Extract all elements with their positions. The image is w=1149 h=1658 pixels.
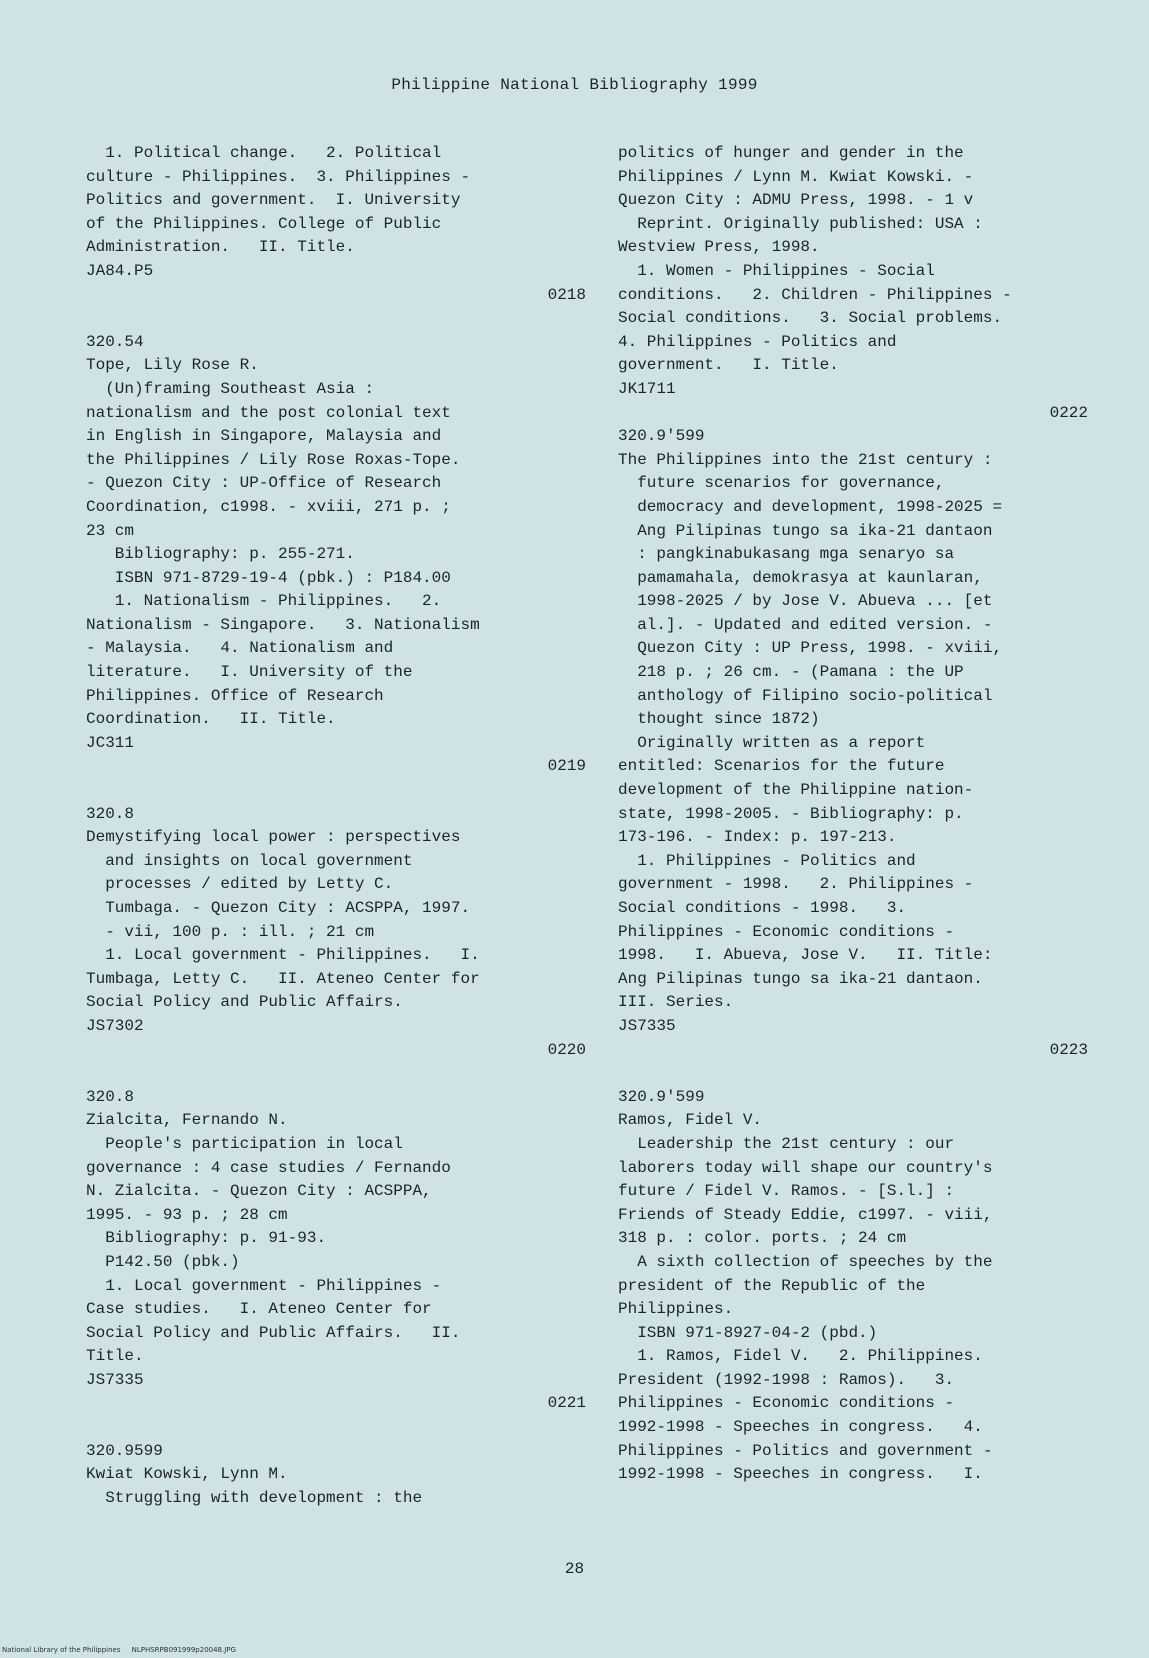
- text-line: - vii, 100 p. : ill. ; 21 cm: [86, 922, 375, 941]
- text-line: 1. Philippines - Politics and: [618, 851, 916, 870]
- text-line: thought since 1872): [618, 710, 820, 729]
- text-line: 1. Political change. 2. Political: [86, 144, 442, 162]
- entry-number: 0218: [547, 285, 586, 304]
- text-line: JA84.P5: [86, 261, 154, 280]
- text-line: 218 p. ; 26 cm. - (Pamana : the UP: [618, 663, 964, 682]
- text-line: 320.9'599: [618, 1087, 705, 1106]
- entry-gap: [86, 1416, 586, 1440]
- text-line: future scenarios for governance,: [618, 474, 945, 493]
- text-line: 320.9599: [86, 1441, 163, 1460]
- text-line: Politics and government. I. University: [86, 191, 461, 210]
- text-line: ISBN 971-8927-04-2 (pbd.): [618, 1323, 878, 1342]
- right-column: [618, 142, 1088, 1487]
- text-line: in English in Singapore, Malaysia and: [86, 427, 442, 446]
- text-line: Demystifying local power : perspectives: [86, 828, 461, 847]
- text-line: pamamahala, demokrasya at kaunlaran,: [618, 568, 983, 587]
- text-line: Quezon City : ADMU Press, 1998. - 1 v: [618, 191, 974, 210]
- text-line: 173-196. - Index: p. 197-213.: [618, 828, 897, 847]
- text-line: Bibliography: p. 255-271.: [86, 545, 355, 564]
- running-head: Philippine National Bibliography 1999: [391, 76, 758, 94]
- text-line: 23 cm: [86, 521, 135, 540]
- text-line: Philippines. Office of Research: [86, 686, 384, 705]
- text-line: Struggling with development : the: [86, 1488, 423, 1507]
- text-line: state, 1998-2005. - Bibliography: p.: [618, 804, 964, 823]
- text-line: literature. I. University of the: [86, 663, 413, 682]
- text-line: Social conditions - 1998. 3.: [618, 899, 907, 917]
- text-line: democracy and development, 1998-2025 =: [618, 497, 1003, 516]
- text-line: The Philippines into the 21st century :: [618, 450, 993, 469]
- text-line: Tumbaga. - Quezon City : ACSPPA, 1997.: [86, 899, 471, 917]
- text-line: Philippines.: [618, 1300, 734, 1319]
- text-line: government. I. Title.: [618, 356, 839, 375]
- text-line: 4. Philippines - Politics and: [618, 332, 897, 351]
- text-line: laborers today will shape our country's: [618, 1158, 993, 1177]
- text-line: JS7335: [86, 1370, 144, 1389]
- text-line: A sixth collection of speeches by the: [618, 1252, 993, 1271]
- text-line: N. Zialcita. - Quezon City : ACSPPA,: [86, 1182, 432, 1201]
- text-line: culture - Philippines. 3. Philippines -: [86, 167, 471, 186]
- text-line: 1998. I. Abueva, Jose V. II. Title:: [618, 946, 993, 965]
- text-line: Ang Pilipinas tungo sa ika-21 dantaon: [618, 521, 993, 540]
- entry-gap: [86, 779, 586, 803]
- left-column: [86, 142, 586, 1510]
- text-line: ISBN 971-8729-19-4 (pbk.) : P184.00: [86, 568, 451, 587]
- text-line: Ang Pilipinas tungo sa ika-21 dantaon.: [618, 969, 983, 988]
- text-line: al.]. - Updated and edited version. -: [618, 615, 993, 634]
- text-line: 318 p. : color. ports. ; 24 cm: [618, 1229, 907, 1248]
- text-line: entitled: Scenarios for the future: [618, 757, 945, 776]
- text-line: 1998-2025 / by Jose V. Abueva ... [et: [618, 592, 993, 611]
- text-line: future / Fidel V. Ramos. - [S.l.] :: [618, 1182, 955, 1201]
- text-line: Philippines - Economic conditions -: [618, 922, 955, 941]
- text-line: III. Series.: [618, 993, 734, 1012]
- text-line: Title.: [86, 1347, 144, 1366]
- text-line: Westview Press, 1998.: [618, 238, 820, 257]
- text-line: Coordination. II. Title.: [86, 710, 336, 729]
- text-line: JS7335: [618, 1016, 676, 1035]
- text-line: Administration. II. Title.: [86, 238, 355, 257]
- text-line: Friends of Steady Eddie, c1997. - viii,: [618, 1205, 993, 1224]
- text-line: 1. Local government - Philippines. I.: [86, 946, 480, 965]
- text-line: 320.8: [86, 804, 135, 823]
- text-line: Zialcita, Fernando N.: [86, 1111, 288, 1130]
- text-line: President (1992-1998 : Ramos). 3.: [618, 1370, 955, 1389]
- text-line: 1992-1998 - Speeches in congress. I.: [618, 1465, 983, 1484]
- text-line: JC311: [86, 733, 135, 752]
- text-line: of the Philippines. College of Public: [86, 214, 442, 233]
- text-line: - Malaysia. 4. Nationalism and: [86, 639, 394, 658]
- entry-gap: [86, 1062, 586, 1086]
- text-line: and insights on local government: [86, 851, 413, 870]
- text-line: Nationalism - Singapore. 3. Nationalism: [86, 615, 480, 634]
- text-line: Bibliography: p. 91-93.: [86, 1229, 327, 1248]
- text-line: 1. Local government - Philippines -: [86, 1276, 442, 1295]
- text-line: 1995. - 93 p. ; 28 cm: [86, 1205, 288, 1224]
- text-line: P142.50 (pbk.): [86, 1252, 240, 1271]
- text-line: 1. Nationalism - Philippines. 2.: [86, 592, 442, 611]
- text-line: Reprint. Originally published: USA :: [618, 214, 983, 233]
- text-line: president of the Republic of the: [618, 1276, 926, 1295]
- text-line: Originally written as a report: [618, 733, 926, 752]
- entry-gap: [86, 307, 586, 331]
- text-line: governance : 4 case studies / Fernando: [86, 1158, 451, 1177]
- text-line: JK1711: [618, 379, 676, 398]
- text-line: the Philippines / Lily Rose Roxas-Tope.: [86, 450, 461, 469]
- scan-footer: National Library of the Philippines NLPHSRPB091999p20048.JPG: [2, 1646, 236, 1654]
- entry-number: 0223: [1049, 1040, 1088, 1059]
- text-line: JS7302: [86, 1016, 144, 1035]
- entry-gap: [618, 1062, 1088, 1086]
- page-number: 28: [564, 1560, 585, 1578]
- text-line: 320.8: [86, 1087, 135, 1106]
- text-line: Tope, Lily Rose R.: [86, 356, 259, 375]
- text-line: Coordination, c1998. - xviii, 271 p. ;: [86, 497, 451, 516]
- text-line: Philippines - Politics and government -: [618, 1441, 993, 1460]
- text-line: Ramos, Fidel V.: [618, 1111, 763, 1130]
- text-line: 1. Ramos, Fidel V. 2. Philippines.: [618, 1347, 983, 1366]
- text-line: 320.54: [86, 332, 144, 351]
- text-line: nationalism and the post colonial text: [86, 403, 451, 422]
- entry-number: 0220: [547, 1040, 586, 1059]
- text-line: Tumbaga, Letty C. II. Ateneo Center for: [86, 969, 480, 988]
- entry-number: 0221: [547, 1394, 586, 1413]
- text-line: conditions. 2. Children - Philippines -: [618, 285, 1012, 304]
- text-line: : pangkinabukasang mga senaryo sa: [618, 545, 955, 564]
- text-line: Social conditions. 3. Social problems.: [618, 309, 1003, 328]
- text-line: Social Policy and Public Affairs. II.: [86, 1323, 461, 1342]
- text-line: 320.9'599: [618, 427, 705, 446]
- text-line: (Un)framing Southeast Asia :: [86, 379, 375, 398]
- entry-number: 0222: [1049, 403, 1088, 422]
- text-line: development of the Philippine nation-: [618, 781, 974, 800]
- text-line: Quezon City : UP Press, 1998. - xviii,: [618, 639, 1003, 658]
- text-line: government - 1998. 2. Philippines -: [618, 875, 974, 894]
- text-line: Leadership the 21st century : our: [618, 1134, 955, 1153]
- entry-number: 0219: [547, 757, 586, 776]
- text-line: anthology of Filipino socio-political: [618, 686, 993, 705]
- text-line: processes / edited by Letty C.: [86, 875, 394, 894]
- text-line: Philippines - Economic conditions -: [618, 1394, 955, 1413]
- text-line: Philippines / Lynn M. Kwiat Kowski. -: [618, 167, 974, 186]
- text-line: politics of hunger and gender in the: [618, 144, 964, 162]
- text-line: 1992-1998 - Speeches in congress. 4.: [618, 1418, 983, 1437]
- text-line: 1. Women - Philippines - Social: [618, 261, 935, 280]
- text-line: Kwiat Kowski, Lynn M.: [86, 1465, 288, 1484]
- text-line: Social Policy and Public Affairs.: [86, 993, 403, 1012]
- text-line: Case studies. I. Ateneo Center for: [86, 1300, 432, 1319]
- text-line: People's participation in local: [86, 1134, 403, 1153]
- text-line: - Quezon City : UP-Office of Research: [86, 474, 442, 493]
